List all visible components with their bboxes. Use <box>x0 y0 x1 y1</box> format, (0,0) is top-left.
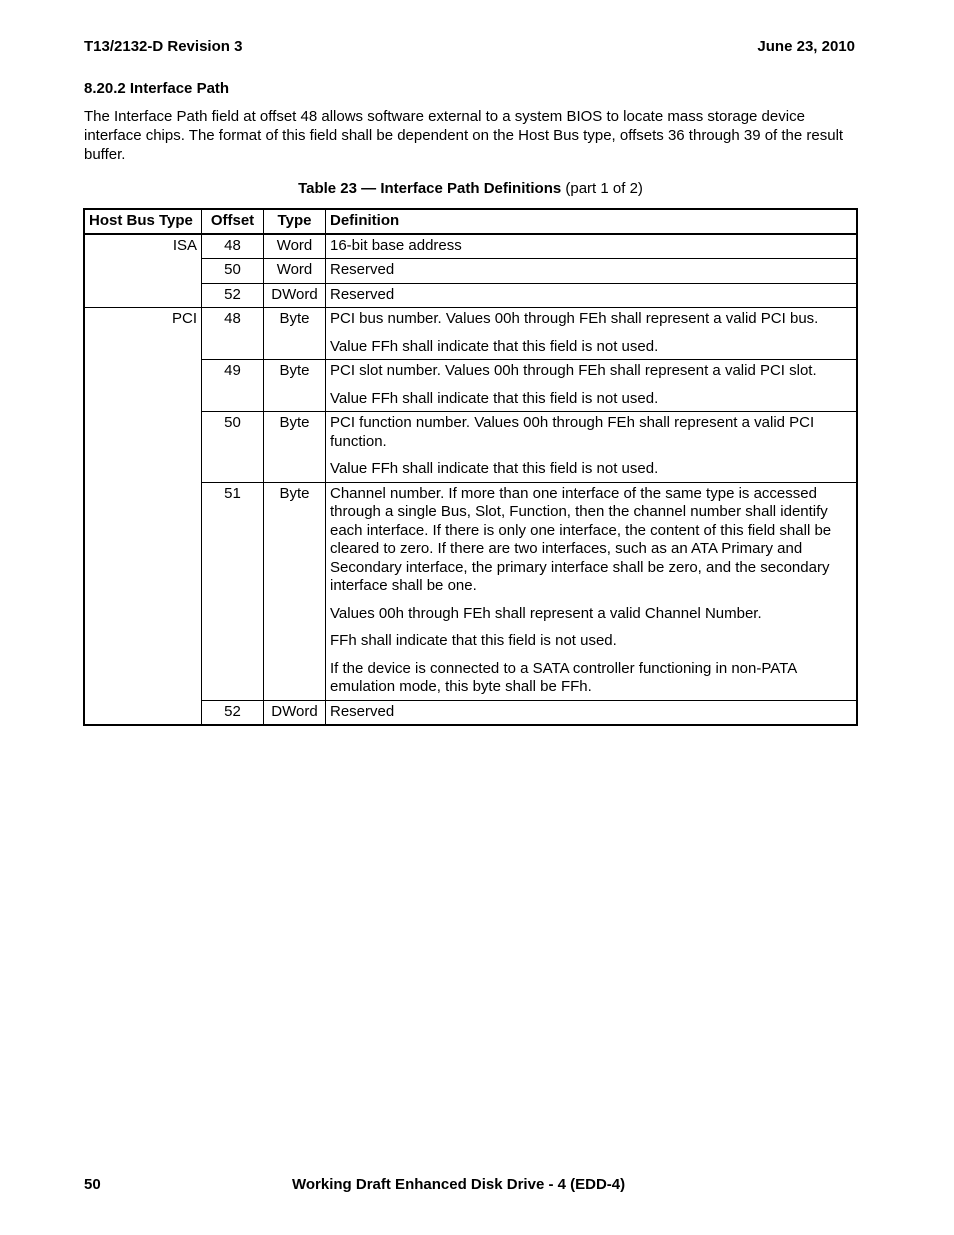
table-header-row <box>84 209 857 234</box>
definition-paragraph: 16-bit base address <box>330 236 462 254</box>
definition-paragraph: FFh shall indicate that this field is not used. <box>330 632 617 649</box>
table-body <box>84 234 857 726</box>
definition-paragraph: Value FFh shall indicate that this field is not used. <box>330 337 659 355</box>
cell-type: DWord <box>264 283 326 308</box>
cell-offset: 49 <box>202 360 264 412</box>
interface-path-table <box>83 208 858 726</box>
footer-title: Working Draft Enhanced Disk Drive - 4 (EDD-4) <box>292 1176 626 1193</box>
footer-page-number: 50 <box>84 1176 101 1193</box>
definition-paragraph: PCI function number. Values 00h through FEh shall represent a valid PCI function. <box>330 414 815 450</box>
header-date: June 23, 2010 <box>757 38 855 55</box>
cell-type: Byte <box>264 482 326 700</box>
cell-type: DWord <box>264 700 326 725</box>
definition-paragraph: Reserved <box>330 702 395 720</box>
definition-paragraph: Reserved <box>330 285 395 303</box>
cell-offset: 48 <box>202 308 264 360</box>
cell-offset: 50 <box>202 259 264 284</box>
cell-definition <box>326 412 858 483</box>
table-caption <box>84 180 857 197</box>
cell-definition <box>326 308 858 360</box>
cell-offset: 48 <box>202 234 264 259</box>
cell-offset: 52 <box>202 700 264 725</box>
table-row <box>84 234 857 259</box>
cell-type: Byte <box>264 412 326 483</box>
header-doc-id: T13/2132-D Revision 3 <box>84 38 243 55</box>
section-intro: The Interface Path field at offset 48 allows software external to a system BIOS to locate mass storage device interface chips. The format of this field shall be dependent on the Host Bus type, offsets 36 through 39 of the result buffer. <box>84 108 844 163</box>
definition-paragraph: PCI bus number. Values 00h through FEh shall represent a valid PCI bus. <box>330 310 819 327</box>
section-title: 8.20.2 Interface Path <box>84 80 230 97</box>
cell-host-bus-type: ISA <box>84 234 202 308</box>
table-caption-part: (part 1 of 2) <box>565 180 643 197</box>
definition-paragraph: Value FFh shall indicate that this field is not used. <box>330 460 659 477</box>
cell-offset: 50 <box>202 412 264 483</box>
table-row <box>84 308 857 360</box>
definition-paragraph: Value FFh shall indicate that this field is not used. <box>330 389 659 407</box>
cell-type: Byte <box>264 308 326 360</box>
column-header-offset: Offset <box>202 209 264 234</box>
cell-definition <box>326 700 858 725</box>
cell-host-bus-type: PCI <box>84 308 202 726</box>
cell-offset: 51 <box>202 482 264 700</box>
cell-type: Word <box>264 259 326 284</box>
cell-definition <box>326 234 858 259</box>
column-header-host-bus-type: Host Bus Type <box>84 209 202 234</box>
cell-definition <box>326 482 858 700</box>
definition-paragraph: PCI slot number. Values 00h through FEh shall represent a valid PCI slot. <box>330 362 817 379</box>
definition-paragraph: If the device is connected to a SATA controller functioning in non-PATA emulation mode, this byte shall be FFh. <box>330 659 797 695</box>
definition-paragraph: Values 00h through FEh shall represent a valid Channel Number. <box>330 604 762 622</box>
column-header-type: Type <box>264 209 326 234</box>
definition-paragraph: Reserved <box>330 261 395 278</box>
cell-type: Word <box>264 234 326 259</box>
table-caption-title: Table 23 — Interface Path Definitions <box>298 180 562 197</box>
column-header-definition: Definition <box>326 209 858 234</box>
cell-definition <box>326 259 858 284</box>
cell-offset: 52 <box>202 283 264 308</box>
cell-definition <box>326 283 858 308</box>
cell-type: Byte <box>264 360 326 412</box>
definition-paragraph: Channel number. If more than one interface of the same type is accessed through a single Bus, Slot, Function, then the channel number shall identify each interface. If there is only one interface, the content of this field shall be cleared to zero. If there are two interfaces, such as an ATA Primary and Secondary interface, the primary interface shall be zero, and the secondary interface shall be one. <box>330 484 832 594</box>
cell-definition <box>326 360 858 412</box>
